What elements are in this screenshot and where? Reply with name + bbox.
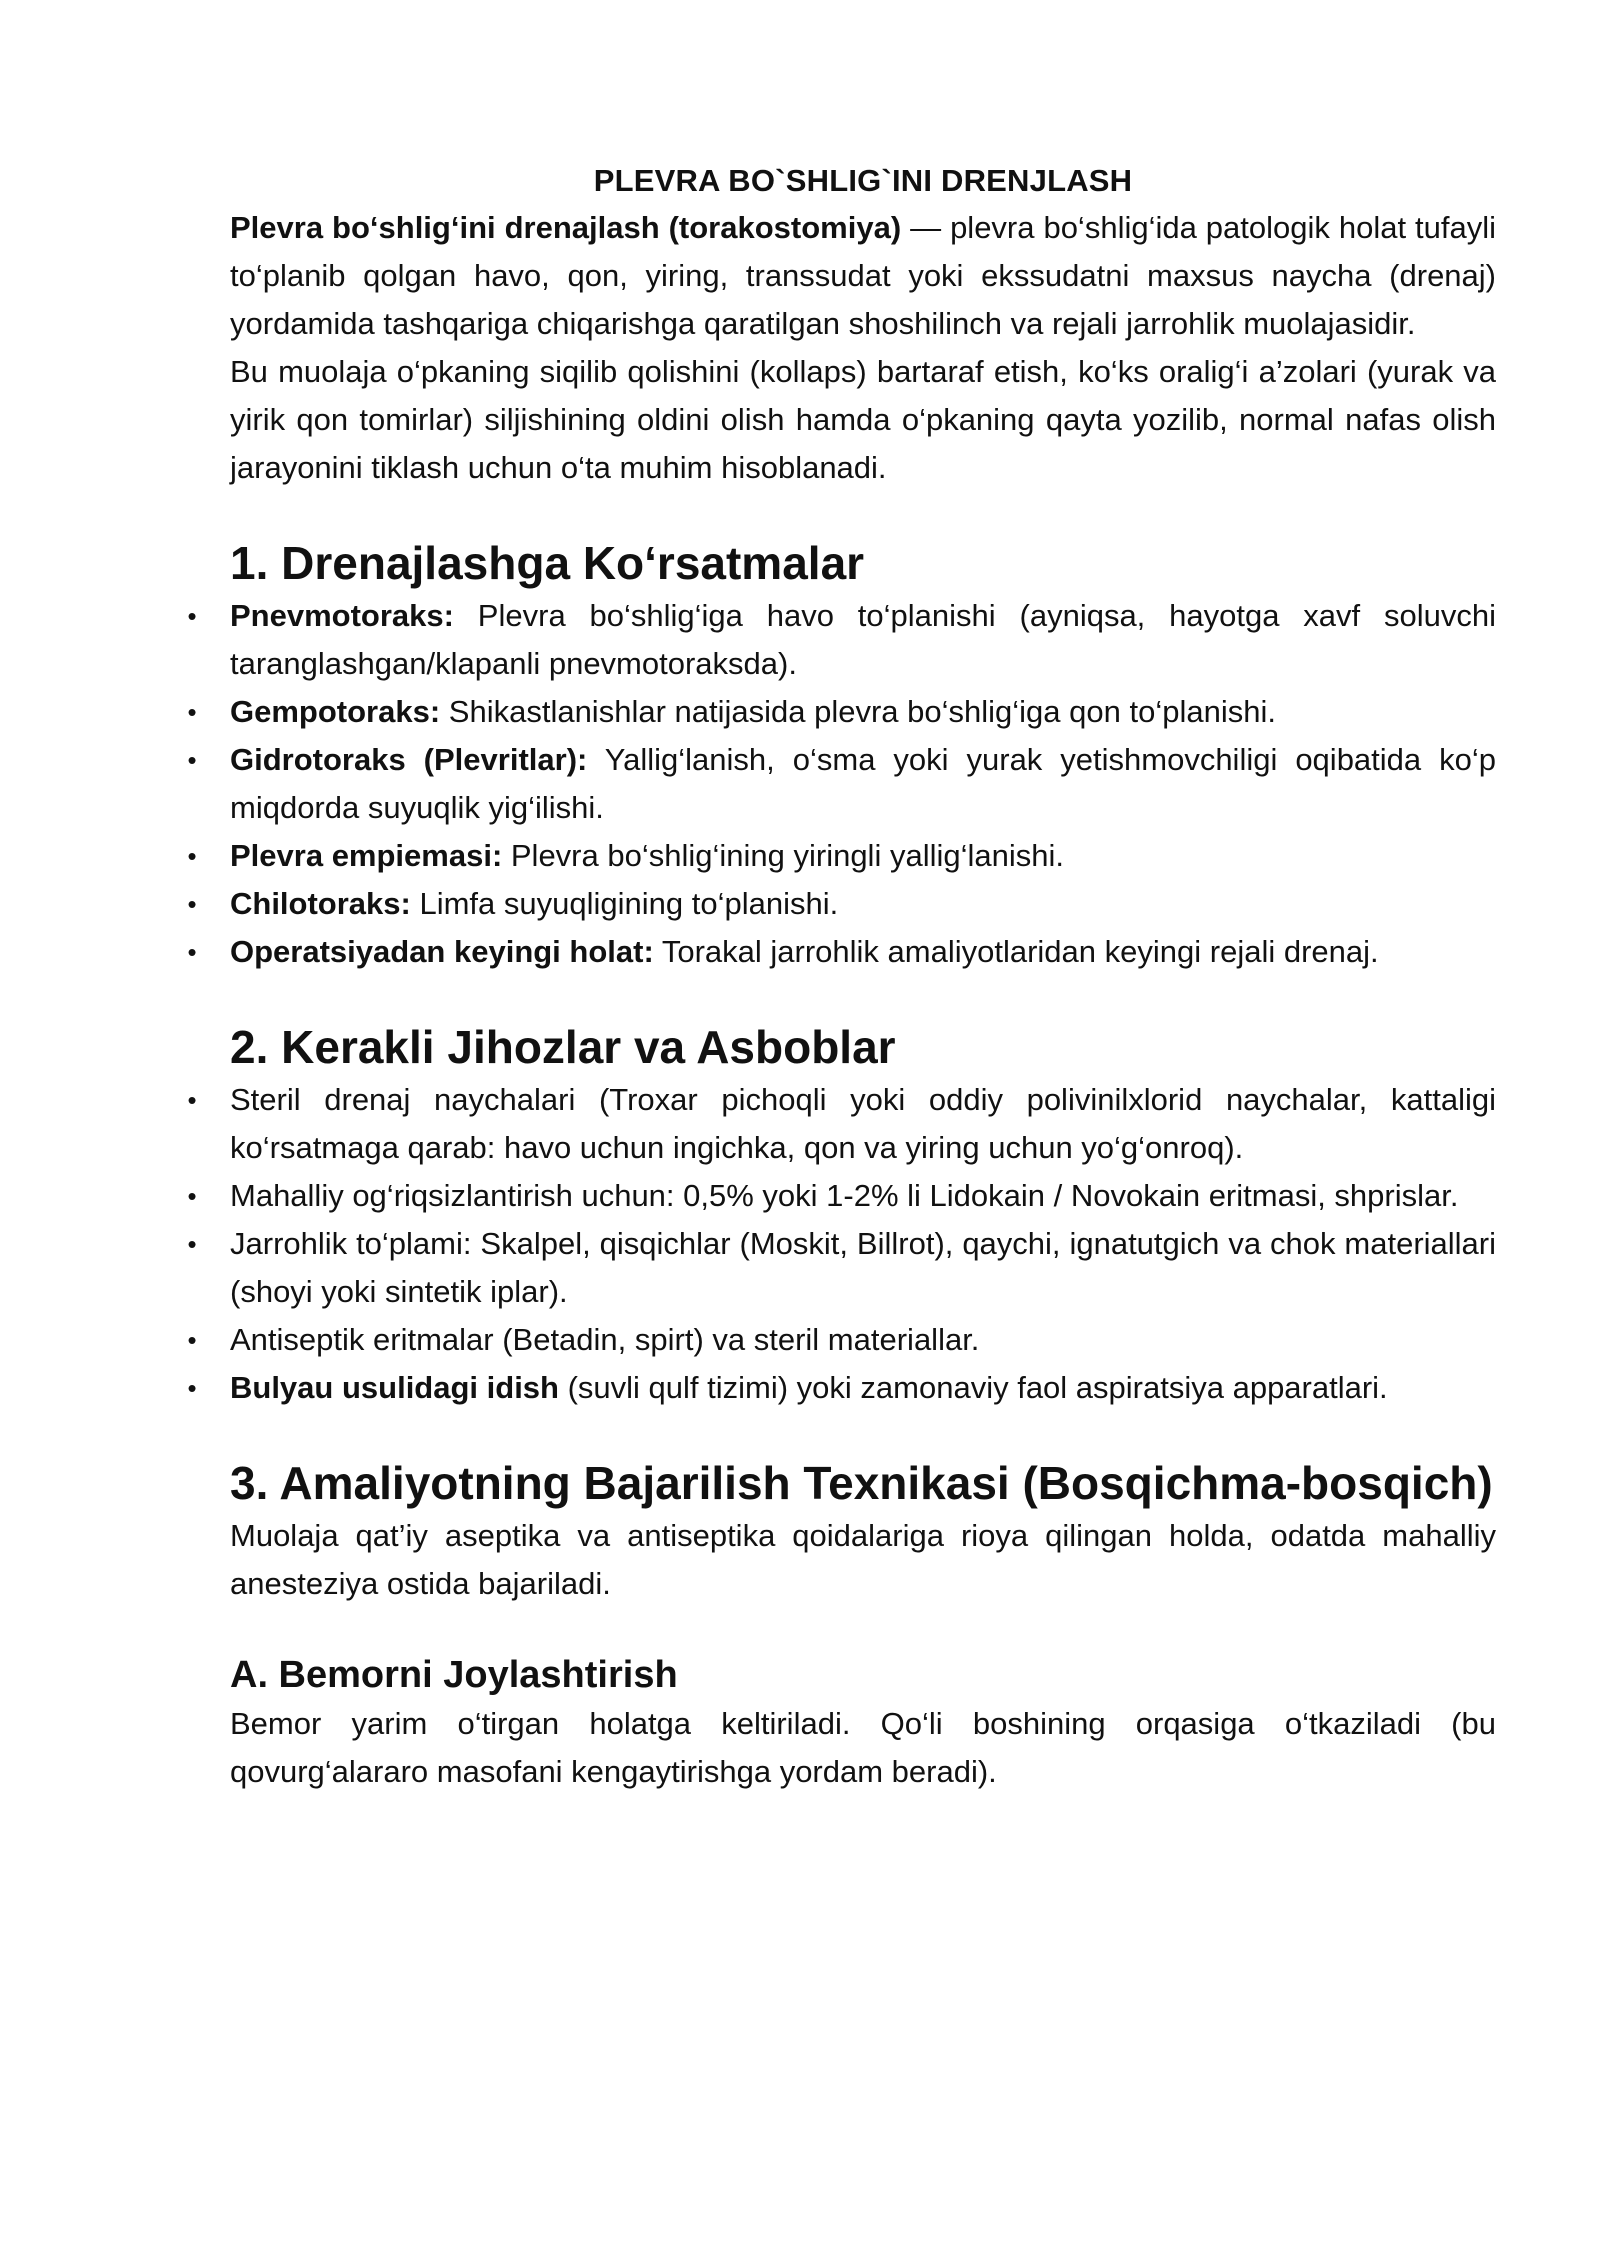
bullet-icon: • [187, 889, 197, 919]
section-1-heading: 1. Drenajlashga Ko‘rsatmalar [230, 537, 865, 589]
item-text: Plevra bo‘shlig‘iga havo to‘planishi (ayniqsa, hayotga xavf soluvchi taranglashgan/klapanli pnevmotoraksda). [230, 598, 1496, 681]
list-item [187, 1076, 1496, 1172]
item-text: Torakal jarrohlik amaliyotlaridan keyingi rejali drenaj. [653, 934, 1379, 969]
item-text: Antiseptik eritmalar (Betadin, spirt) va steril materiallar. [230, 1322, 980, 1357]
list-item [187, 736, 1496, 832]
item-text: Shikastlanishlar natijasida plevra bo‘shlig‘iga qon to‘planishi. [440, 694, 1276, 729]
intro-definition: — plevra bo‘shlig‘ida patologik holat tufayli to‘planib qolgan havo, qon, yiring, transsudat yoki ekssudatni maxsus naycha (drenaj) yordamida tashqariga chiqarishga qaratilgan shoshilinch va rejali jarrohlik muolajasidir. [230, 210, 1496, 341]
list-item [187, 688, 1496, 736]
item-term: Gempotoraks: [230, 694, 441, 729]
item-term: Chilotoraks: [230, 886, 411, 921]
item-text: Plevra bo‘shlig‘ining yiringli yallig‘lanishi. [502, 838, 1064, 873]
section-3-heading: 3. Amaliyotning Bajarilish Texnikasi (Bosqichma-bosqich) [230, 1457, 1493, 1509]
item-term: Gidrotoraks (Plevritlar): [230, 742, 588, 777]
bullet-icon: • [187, 601, 197, 631]
list-item [187, 1364, 1496, 1412]
section-2-heading: 2. Kerakli Jihozlar va Asboblar [230, 1021, 896, 1073]
subsection-a-text: Bemor yarim o‘tirgan holatga keltiriladi. Qo‘li boshining orqasiga o‘tkaziladi (bu qovurg‘alararo masofani kengaytirishga yordam beradi). [230, 1706, 1496, 1789]
section-3-text: Muolaja qat’iy aseptika va antiseptika qoidalariga rioya qilingan holda, odatda mahalliy anesteziya ostida bajariladi. [230, 1518, 1496, 1601]
item-term: Plevra empiemasi: [230, 838, 503, 873]
bullet-icon: • [187, 1373, 197, 1403]
bullet-icon: • [187, 937, 197, 967]
list-item [187, 1220, 1496, 1316]
bullet-icon: • [187, 1181, 197, 1211]
item-term: Pnevmotoraks: [230, 598, 454, 633]
intro-purpose-paragraph: Bu muolaja o‘pkaning siqilib qolishini (kollaps) bartaraf etish, ko‘ks oralig‘i a’zolari (yurak va yirik qon tomirlar) siljishining oldini olish hamda o‘pkaning qayta yozilib, normal nafas olish jarayonini tiklash uchun o‘ta muhim hisoblanadi. [230, 354, 1496, 485]
document-page [187, 160, 1496, 1796]
intro-definition-paragraph [230, 204, 1496, 348]
list-item [187, 592, 1496, 688]
list-item [187, 1172, 1496, 1220]
item-text: Steril drenaj naychalari (Troxar pichoqli yoki oddiy polivinilxlorid naychalar, kattaligi ko‘rsatmaga qarab: havo uchun ingichka, qon va yiring uchun yo‘g‘onroq). [230, 1082, 1496, 1165]
item-term: Operatsiyadan keyingi holat: [230, 934, 654, 969]
bullet-icon: • [187, 697, 197, 727]
subsection-a-heading: A. Bemorni Joylashtirish [230, 1654, 678, 1696]
item-term: Bulyau usulidagi idish [230, 1370, 559, 1405]
item-text: Limfa suyuqligining to‘planishi. [410, 886, 839, 921]
bullet-icon: • [187, 1229, 197, 1259]
bullet-icon: • [187, 841, 197, 871]
item-text: Jarrohlik to‘plami: Skalpel, qisqichlar (Moskit, Billrot), qaychi, ignatutgich va chok materiallari (shoyi yoki sintetik iplar). [230, 1226, 1496, 1309]
equipment-list [187, 1076, 1496, 1412]
list-item [187, 1316, 1496, 1364]
item-text: Yallig‘lanish, o‘sma yoki yurak yetishmovchiligi oqibatida ko‘p miqdorda suyuqlik yig‘ilishi. [230, 742, 1496, 825]
indications-list [187, 592, 1496, 976]
document-title: PLEVRA BO`SHLIG`INI DRENJLASH [593, 163, 1133, 198]
intro-term: Plevra bo‘shlig‘ini drenajlash (torakostomiya) [230, 210, 902, 245]
bullet-icon: • [187, 745, 197, 775]
list-item [187, 880, 1496, 928]
list-item [187, 832, 1496, 880]
item-text: (suvli qulf tizimi) yoki zamonaviy faol aspiratsiya apparatlari. [558, 1370, 1388, 1405]
list-item [187, 928, 1496, 976]
bullet-icon: • [187, 1085, 197, 1115]
item-text: Mahalliy og‘riqsizlantirish uchun: 0,5% yoki 1-2% li Lidokain / Novokain eritmasi, shprislar. [230, 1178, 1459, 1213]
bullet-icon: • [187, 1325, 197, 1355]
